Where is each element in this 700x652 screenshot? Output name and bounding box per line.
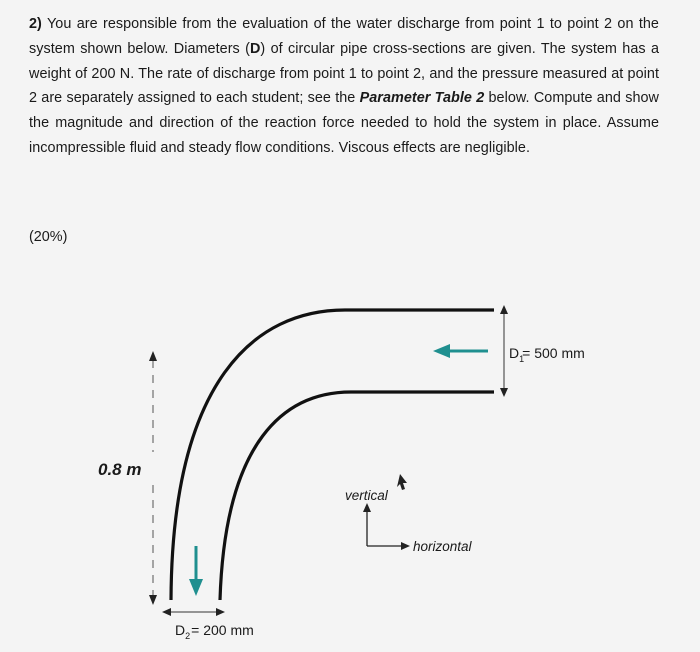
diameter-symbol: D <box>249 40 261 57</box>
outlet-flow-arrow <box>189 546 203 596</box>
d1-dimension-line <box>500 305 508 397</box>
point-weight: (20%) <box>29 229 68 245</box>
d2-label: $D_2= 200$ mm <box>175 622 254 641</box>
problem-text-part-3: below. Compute and show the magnitude and direction of the reaction force needed to hold the system in place. Assume incompressible fluid and steady flow conditions. Viscous effects are negligible. <box>29 90 659 156</box>
height-label: 0.8 m <box>98 460 142 479</box>
d2-dimension-line <box>162 608 225 616</box>
parameter-table-reference: Parameter Table 2 <box>359 90 485 107</box>
inlet-flow-arrow <box>433 344 488 358</box>
problem-text-part-1: You are responsible from the evaluation of the water discharge from point 1 to point 2 on the system shown below. Diameters ( <box>29 16 659 57</box>
problem-text-part-2: ) of circular pipe cross-sections are given. The system has a weight of 200 N. The rate of discharge from point 1 to point 2, and the pressure measured at point 2 are separately assigned to each student; see the <box>29 40 660 107</box>
height-dimension-line <box>149 351 157 605</box>
coordinate-axes <box>363 503 410 550</box>
horizontal-axis-label: horizontal <box>413 539 472 554</box>
cursor-icon <box>397 474 407 490</box>
problem-number: 2) <box>29 16 42 32</box>
vertical-axis-label: vertical <box>345 488 388 503</box>
d1-label: $D_1= 500$ mm <box>509 345 585 364</box>
